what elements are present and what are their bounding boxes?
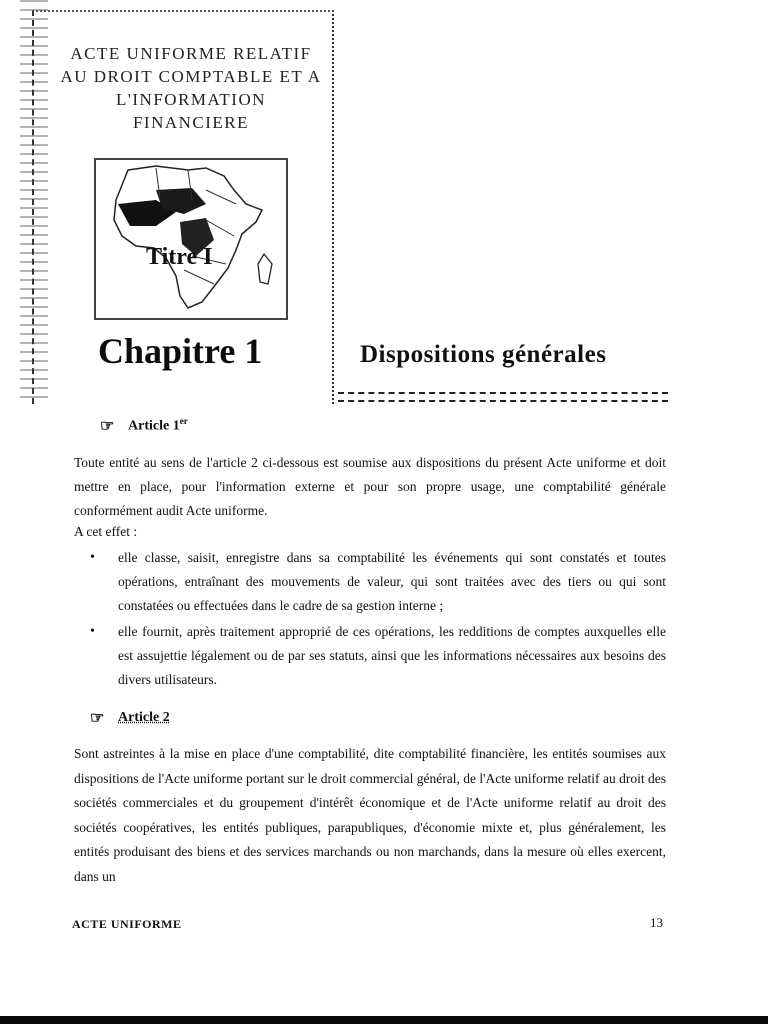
article-1-label: Article 1 (128, 418, 180, 434)
cover-title-line: ACTE UNIFORME RELATIF (70, 44, 312, 63)
titre-label: Titre I (146, 244, 213, 270)
article-2-label: Article 2 (118, 710, 170, 726)
list-item (74, 546, 666, 618)
dashed-divider (338, 392, 668, 402)
chapter-label: Chapitre 1 (98, 331, 263, 371)
cover-title-line: AU DROIT COMPTABLE ET A (60, 67, 322, 86)
pointing-hand-icon: ☞ (100, 418, 115, 436)
article-2-heading (90, 708, 170, 728)
bullet-text: elle classe, saisit, enregistre dans sa comptabilité les événements qui sont constatés et toutes opérations, entraînant des mouvements de valeur, qui sont traitées avec des tiers ou qui sont constatées ou effectuées dans le cadre de sa gestion interne ; (118, 550, 666, 613)
article-1-paragraph: Toute entité au sens de l'article 2 ci-dessous est soumise aux dispositions du présent Acte uniforme et doit mettre en place, pour l'information externe et pour son propre usage, une comptabilité générale conformément audit Acte uniforme. (74, 455, 666, 518)
article-1-bullet-list (74, 546, 666, 692)
list-item (74, 620, 666, 692)
page-number: 13 (650, 915, 663, 930)
bullet-dot-icon: • (90, 550, 95, 565)
cover-title-line: FINANCIERE (132, 113, 250, 132)
bullet-text: elle fournit, après traitement approprié de ces opérations, les redditions de comptes auxquelles elle est assujettie légalement ou de par ses statuts, ainsi que les informations nécessaires aux besoins des divers utilisateurs. (118, 624, 666, 687)
article-2-paragraph: Sont astreintes à la mise en place d'une comptabilité, dite comptabilité financière, les entités soumises aux dispositions de l'Acte uniforme portant sur le droit commercial général, de l'Acte uniforme relatif au droit des sociétés commerciales et du groupement d'intérêt économique et de l'Acte uniforme relatif au droit des sociétés coopératives, les entités publiques, parapubliques, d'économie mixte et, plus généralement, les entités produisant des biens et des services marchands ou non marchands, dans la mesure où elles exercent, dans un (74, 746, 666, 884)
section-heading: Dispositions générales (360, 341, 607, 368)
africa-map-icon (94, 158, 288, 320)
cover-title (46, 42, 336, 134)
article-1-heading (100, 416, 188, 436)
bullet-dot-icon: • (90, 624, 95, 639)
article-1-superscript: er (179, 416, 188, 426)
cover-title-line: L'INFORMATION (115, 90, 267, 109)
scan-bottom-edge (0, 1016, 768, 1024)
footer-title: ACTE UNIFORME (72, 917, 182, 931)
article-1-intro: A cet effet : (74, 524, 138, 539)
pointing-hand-icon: ☞ (90, 710, 105, 727)
